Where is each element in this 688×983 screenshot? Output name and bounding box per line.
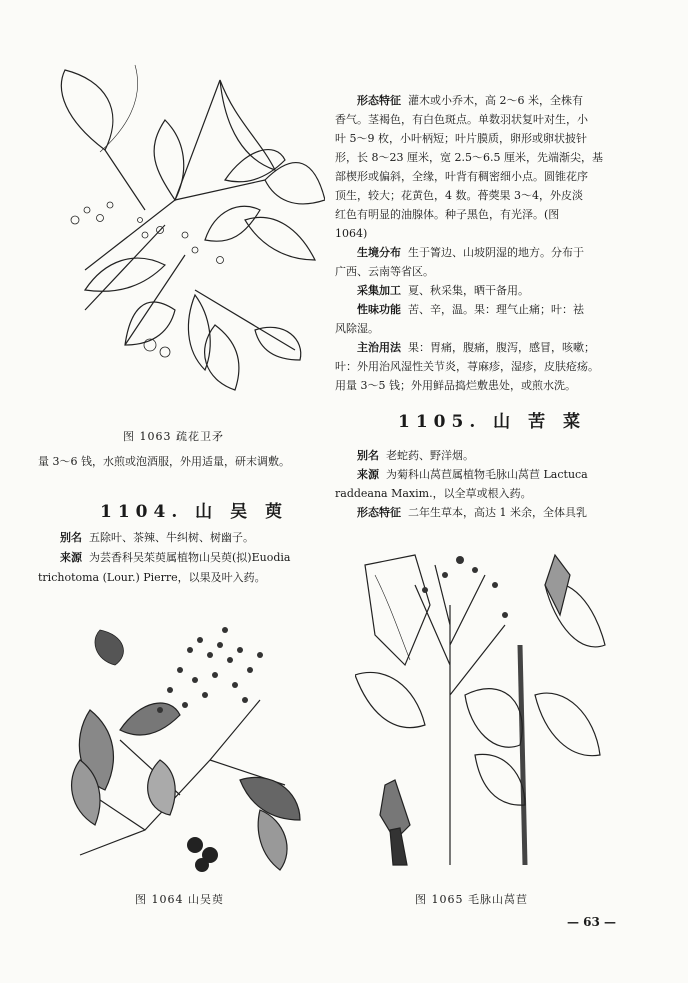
form-text: 二年生草本，高达 1 米余，全体具乳	[408, 506, 587, 519]
entry-1104-usage	[335, 338, 610, 395]
figure-1064-caption: 图 1064 山吴萸	[135, 893, 224, 906]
usage-line: 果：胃痛，腹痛，腹泻，感冒，咳嗽；	[408, 341, 595, 354]
form-line: 香气。茎褐色，有白色斑点。单数羽状复叶对生，小	[335, 113, 588, 126]
form-label: 形态特征	[357, 94, 401, 107]
harvest-text: 夏、秋采集，晒干备用。	[408, 284, 529, 297]
source-label: 来源	[357, 468, 379, 481]
figure-1065-caption: 图 1065 毛脉山莴苣	[415, 893, 528, 906]
figure-1065-illustration	[355, 545, 610, 875]
form-line: 叶 5～9 枚，小叶柄短；叶片膜质，卵形或卵状披针	[335, 132, 587, 145]
usage-line: 用量 3～5 钱；外用鲜品捣烂敷患处，或煎水洗。	[335, 379, 576, 392]
source-text-1: 为菊科山莴苣属植物毛脉山莴苣 Lactuca	[386, 468, 588, 481]
source-label: 来源	[60, 551, 82, 564]
entry-1104-alias	[60, 528, 254, 547]
page-number: — 63 —	[567, 915, 617, 929]
form-line: 顶生，较大；花黄色，4 数。蓇葖果 3～4，外皮淡	[335, 189, 583, 202]
figure-1063-caption: 图 1063 疏花卫矛	[123, 430, 224, 443]
entry-1104-form-description	[335, 91, 610, 243]
continued-dosage-text: 量 3～6 钱，水煎或泡酒服，外用适量，研末调敷。	[38, 455, 290, 468]
usage-line: 叶：外用治风湿性关节炎，荨麻疹，湿疹，皮肤疮疡。	[335, 360, 599, 373]
harvest-label: 采集加工	[357, 284, 401, 297]
form-line: 1064)	[335, 227, 368, 240]
form-line: 灌木或小乔木，高 2～6 米，全株有	[408, 94, 583, 107]
form-line: 部楔形或偏斜，全缘，叶背有稠密细小点。圆锥花序	[335, 170, 588, 183]
entry-1105-source-cont: raddeana Maxim.，以全草或根入药。	[335, 487, 532, 500]
entry-1105-form	[357, 503, 587, 522]
form-label: 形态特征	[357, 506, 401, 519]
entry-1104-title: 1104. 山 吴 萸	[100, 502, 288, 522]
entry-1104-habitat	[335, 243, 610, 281]
habitat-label: 生境分布	[357, 246, 401, 259]
usage-label: 主治用法	[357, 341, 401, 354]
entry-1104-source-cont: trichotoma (Lour.) Pierre，以果及叶入药。	[38, 571, 266, 584]
alias-label: 别名	[60, 531, 82, 544]
entry-1105-source	[357, 465, 588, 484]
entry-1104-nature	[335, 300, 610, 338]
entry-1104-harvest	[335, 281, 610, 300]
habitat-line-2: 广西、云南等省区。	[335, 265, 434, 278]
figure-1063-illustration	[45, 60, 325, 410]
habitat-line-1: 生于箐边、山坡阴湿的地方。分布于	[408, 246, 584, 259]
form-line: 红色有明显的油腺体。种子黑色，有光泽。(图	[335, 208, 560, 221]
alias-text: 老蛇药、野洋烟。	[386, 449, 474, 462]
source-text-1: 为芸香科吴茱萸属植物山吴萸(拟)Euodia	[89, 551, 291, 564]
nature-line-1: 苦、辛，温。果：理气止痛；叶：祛	[408, 303, 584, 316]
nature-label: 性味功能	[357, 303, 401, 316]
alias-text: 五除叶、茶辣、牛纠树、树幽子。	[89, 531, 254, 544]
alias-label: 别名	[357, 449, 379, 462]
figure-1064-illustration	[60, 610, 320, 880]
entry-1105-title: 1105. 山 苦 菜	[398, 412, 586, 432]
form-line: 形，长 8～23 厘米，宽 2.5～6.5 厘米，先端渐尖，基	[335, 151, 603, 164]
entry-1105-alias	[357, 446, 474, 465]
nature-line-2: 风除湿。	[335, 322, 379, 335]
entry-1104-source	[60, 548, 290, 567]
